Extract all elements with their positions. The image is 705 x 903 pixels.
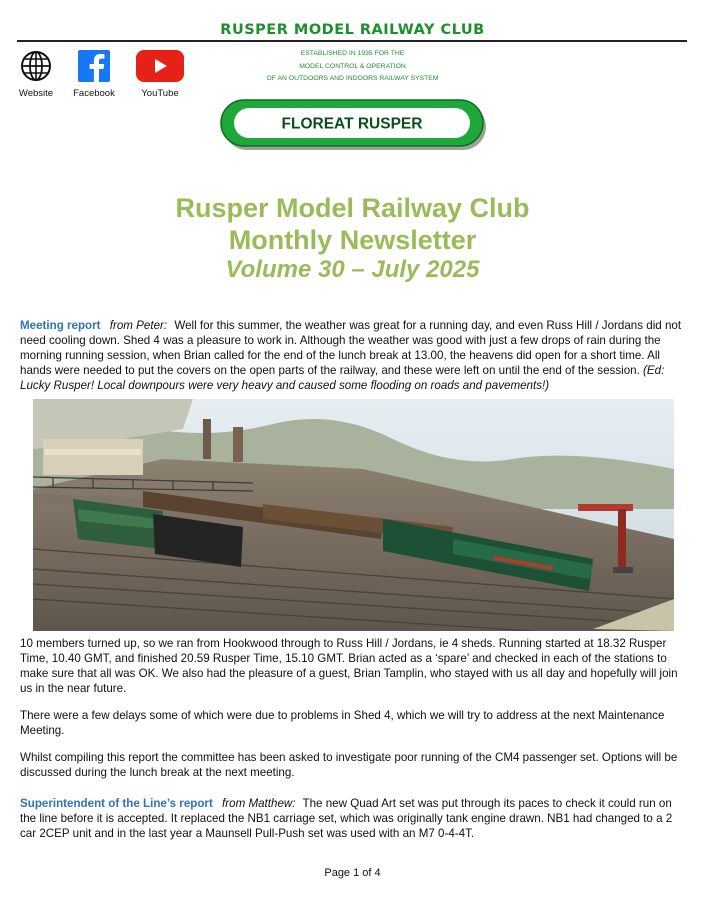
badge-text: FLOREAT RUSPER	[281, 115, 423, 133]
facebook-link[interactable]	[69, 50, 119, 99]
paragraph-cm4: Whilst compiling this report the committee has been asked to investigate poor running of the CM4 passenger set. Options will be discussed during the lunch break at the next meeting.	[20, 751, 678, 779]
youtube-link[interactable]	[132, 50, 188, 99]
railway-photo-illustration	[33, 399, 674, 631]
superintendent-author: from Matthew:	[222, 797, 296, 810]
facebook-icon	[77, 50, 111, 82]
established-line-2: MODEL CONTROL & OPERATION	[299, 62, 406, 70]
superintendent-body: The new Quad Art set was put through its paces to check it could run on the line before it is accepted. It replaced the NB1 carriage set, which was originally tank engine drawn. NB1 had changed to a 2 car 2CEP unit and in the last year a Maunsell Pull-Push set was used with an M7 0-4-4T.	[20, 797, 673, 840]
floreat-rusper-badge	[220, 99, 490, 153]
badge-graphic	[220, 99, 490, 153]
youtube-label: YouTube	[141, 88, 179, 99]
editor-note: (Ed: Lucky Rusper! Local downpours were very heavy and caused some flooding on roads and pavements!)	[20, 364, 665, 392]
paragraph-members: 10 members turned up, so we ran from Hookwood through to Russ Hill / Jordans, ie 4 sheds. Running started at 18.32 Rusper Time, 10.40 GMT, and finished 20.59 Rusper Time, 15.10 GMT. Brian acted as a ‘spare’ and checked in each of the stations to make sure that all was OK. We also had the pleasure of a guest, Brian Tamplin, who stayed with us all day and hopefully will join us in the near future.	[20, 637, 678, 695]
globe-icon	[19, 50, 53, 82]
paragraph-delays: There were a few delays some of which were due to problems in Shed 4, which we will try to address at the next Maintenance Meeting.	[20, 709, 665, 737]
social-links	[14, 50, 194, 100]
established-line-3: OF AN OUTDOORS AND INDOORS RAILWAY SYSTEM	[266, 75, 439, 82]
website-label: Website	[18, 88, 54, 99]
volume-title: Volume 30 – July 2025	[225, 256, 480, 283]
newsletter-title: Rusper Model Railway Club	[175, 193, 530, 223]
club-name: RUSPER MODEL RAILWAY CLUB	[220, 22, 485, 38]
header-rule	[17, 40, 687, 42]
superintendent-report	[20, 796, 688, 841]
meeting-report-body: Well for this summer, the weather was great for a running day, and even Russ Hill / Jordans did not need cooling down. Shed 4 was a pleasure to work in. Although the weather was good with just a few drops of rain during the morning running session, when Brian called for the end of the lunch break at 13.00, the heavens did open for a short time. All hands were needed to put the covers on the open parts of the railway, and these were left on until the end of the session.	[20, 319, 682, 377]
page-number: Page 1 of 4	[324, 867, 381, 879]
youtube-icon	[136, 50, 184, 82]
newsletter-subtitle: Monthly Newsletter	[228, 225, 477, 255]
established-line-1: ESTABLISHED IN 1935 FOR THE	[300, 50, 405, 57]
superintendent-heading: Superintendent of the Line’s report	[20, 797, 213, 810]
meeting-report-author: from Peter:	[109, 319, 168, 332]
layout-photo	[33, 399, 674, 631]
established-text	[250, 48, 455, 86]
meeting-report	[20, 318, 688, 393]
website-link[interactable]	[14, 50, 58, 99]
meeting-report-heading: Meeting report	[20, 319, 101, 332]
facebook-label: Facebook	[73, 88, 115, 99]
